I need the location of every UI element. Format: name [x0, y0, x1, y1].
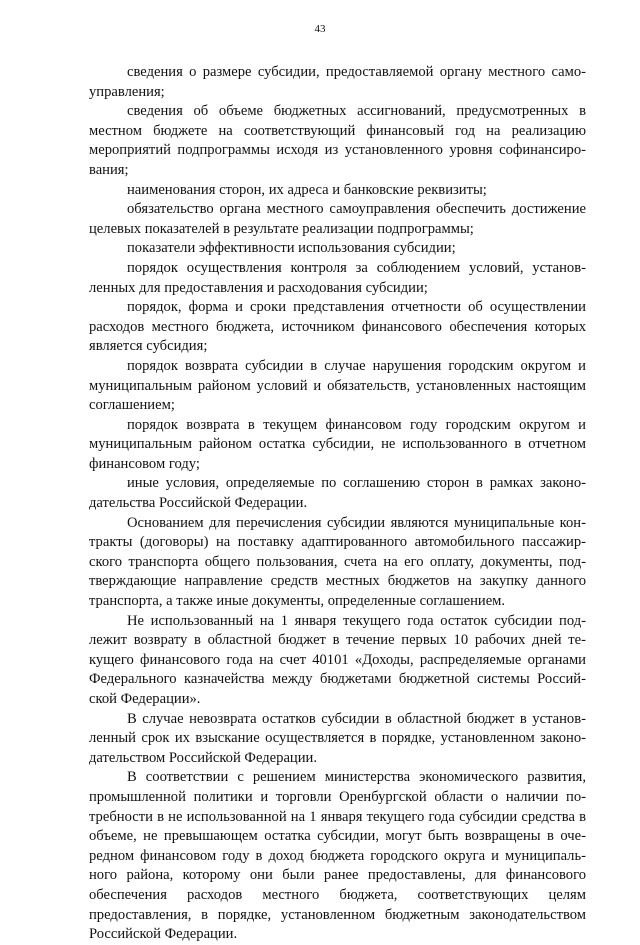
- paragraph-target-indicators: обязательство органа местного самоуправления обеспечить достижение целевых показателей в результате реализации подпрограммы;: [89, 201, 586, 237]
- paragraph-other-conditions: иные условия, определяемые по соглашению сторон в рамках законодательства Российской Федерации.: [89, 475, 586, 512]
- paragraph-reporting-procedure: порядок, форма и сроки представления отчетности об осуществлении расходов местного бюджета, источником финансового обеспечения которых является субсидия;: [89, 299, 586, 355]
- paragraph-non-return-recovery: В случае невозврата остатков субсидии в областной бюджет в установленный срок их взыскание осуществляется в порядке, установленном законодательством Российской Федерации.: [89, 710, 586, 766]
- paragraph-unused-balance-return: Не использованный на 1 января текущего года остаток субсидии подлежит возврату в областной бюджет в течение первых 10 рабочих дней текущего финансового года на счет 40101 «Доходы, распределяемые органами Федерального казначейства между бюджетами бюджетной системы Российской Федерации».: [89, 612, 586, 707]
- paragraph-return-on-violation: порядок возврата субсидии в случае нарушения городским округом и муниципальным районом условий и обязательств, установленных настоящим соглашением;: [89, 357, 586, 414]
- paragraph-ministry-decision: В соответствии с решением министерства экономического развития, промышленной политики и торговли Оренбургской области о наличии потребности в не использованной на 1 января текущего года субсидии средства в объеме, не превышающем остатка субсидии, могут быть возвращены в очередном финансовом году в доход бюджета городского округа и муниципального района, которому они были ранее предоставлены, для финансового обеспечения расходов местного бюджета, соответствующих целям предоставления, в порядке, установленном бюджетным законодательством Российской Федерации.: [89, 769, 586, 943]
- paragraph-return-of-balance: порядок возврата в текущем финансовом году городским округом и муниципальным районом остатка субсидии, не использованного в отчетном финансовом году;: [89, 416, 586, 472]
- paragraph-efficiency-indicators: показатели эффективности использования субсидии;: [127, 240, 456, 257]
- paragraph-subsidy-size: сведения о размере субсидии, предоставляемой органу местного самоуправления;: [89, 64, 586, 100]
- document-body: [89, 63, 586, 945]
- page-number: 43: [314, 23, 326, 35]
- paragraph-control-procedure: порядок осуществления контроля за соблюдением условий, установленных для предоставления и расходования субсидии;: [89, 259, 586, 296]
- paragraph-transfer-basis: Основанием для перечисления субсидии являются муниципальные контракты (договоры) на поставку адаптированного автомобильного пассажирского транспорта общего пользования, счета на его оплату, документы, подтверждающие направление средств местных бюджетов на закупку данного транспорта, а также иные документы, определенные соглашением.: [89, 514, 586, 610]
- paragraph-party-details: наименования сторон, их адреса и банковские реквизиты;: [127, 181, 487, 198]
- paragraph-budget-allocations: сведения об объеме бюджетных ассигнований, предусмотренных в местном бюджете на соответствующий финансовый год на реализацию мероприятий подпрограммы исходя из установленного уровня софинансирования;: [89, 103, 586, 178]
